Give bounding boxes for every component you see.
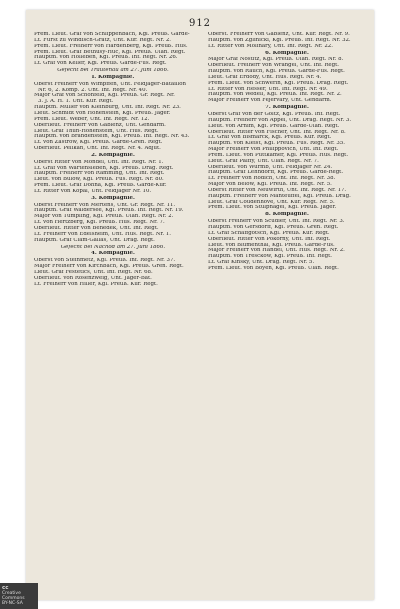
list-item: Hauptm. von Holleben, Kgl. Preuß. Inf. Regt. Nr. 26. (34, 55, 178, 61)
list-item: Oberst Ritter von Mondel, Unt. Inf. Regt. Nr. 1. (34, 159, 164, 165)
list-item: Prem. Lieut. Freiherr von Hardenberg, Kgl. Preuß. Hus. (34, 43, 188, 49)
list-item: Hauptm. Freiherr von Appel, Unt. Drag. Regt. Nr. 3. (208, 117, 352, 123)
list-item: Hauptm. von Kleist, Kgl. Preuß. Füs. Regt. Nr. 35. (208, 141, 345, 147)
list-item: Oberlieut. Freiherr von Gablenz, Unt. Gendarm. (34, 122, 166, 128)
list-item: Major Graf von Schönfeld, Kgl. Preuß. Gr. Regt. Nr. (34, 93, 175, 99)
list-item: Lt. Graf Schaffgotsch, Kgl. Preuß. Kür. Regt. (208, 230, 330, 236)
list-item: Major von Below, Kgl. Preuß. Inf. Regt. Nr. 5. (208, 182, 332, 188)
list-item: Prem. Lieut. von Stülpnagel, Kgl. Preuß. Jäger. (208, 205, 337, 211)
list-item: Hauptm. von Brandenstein, Kgl. Preuß. Inf. Regt. Nr. 43. (34, 134, 190, 140)
cc-icon: cc (2, 585, 9, 591)
list-item: Hauptm. Graf Clam-Gallas, Unt. Drag. Regt. (34, 237, 155, 243)
list-item: Hauptm. von Gersdorff, Kgl. Preuß. Gren. Regt. (208, 225, 339, 230)
list-item: Hauptm. von Tresckow, Kgl. Preuß. Inf. Regt. (208, 254, 333, 260)
badge-label: BY-NC-SA (2, 601, 23, 606)
battle-heading: Gefecht bei Nachod am 27. Juni 1866. (60, 244, 166, 250)
list-item: Oberlieut. Pelikan, Unt. Inf. Regt. Nr. 4. Adjut. (34, 146, 161, 152)
list-item: Lieut. von Arnim, Kgl. Preuß. Garde-Ulan. Regt. (208, 123, 340, 129)
list-item: Lieut. Graf Festetics, Unt. Inf. Regt. Nr. 68. (34, 269, 153, 275)
section-heading: 2. Kompagnie. (91, 152, 135, 158)
list-item: Hauptm. von Wedell, Kgl. Preuß. Inf. Regt. Nr. 2. (208, 92, 342, 98)
list-item: Major Freiherr von Philippovich, Unt. Inf. Regt. (208, 147, 339, 153)
list-item: Oberst. Freiherr von Gablenz, Unt. Kür. Regt. Nr. 9. (208, 32, 350, 37)
badge-label: Commons (2, 596, 25, 601)
list-item: Hauptm. Freiherr von Ramming, Unt. Inf. Regt. (34, 171, 165, 177)
list-item: Major Freiherr von Kirchbach, Kgl. Preuß. Gren. Regt. (34, 264, 184, 270)
list-item: Lieut. Graf Pálffy, Unt. Ulan. Regt. Nr. 7. (208, 158, 319, 164)
section-heading: 8. Kompagnie. (265, 212, 309, 218)
list-item: Hauptm. von Zglinicki, Kgl. Preuß. Inf. Regt. Nr. 32. (208, 37, 351, 43)
list-item: Oberst von Steinmetz, Kgl. Preuß. Inf. Regt. Nr. 37. (34, 258, 176, 264)
list-item: Lieut. von Blumenthal, Kgl. Preuß. Garde-Füs. (208, 242, 335, 248)
list-item: Lieut. Graf Coudenhove, Unt. Kür. Regt. Nr. 5. (208, 199, 335, 205)
section-heading: 6. Kompagnie. (265, 50, 309, 56)
list-item: Prem. Lieut. Graf Bethusy-Huc, Kgl. Preuß. Ulan. Regt. (34, 49, 186, 55)
list-item: Lt. Ritter von Kopal, Unt. Feldjäger Nr. 10. (34, 188, 152, 194)
list-item: Lieut. von Bülow, Kgl. Preuß. Füs. Regt. Nr. 80. (34, 177, 164, 183)
list-item: Lt. von Hertzberg, Kgl. Preuß. Hus. Regt. Nr. 7. (34, 220, 165, 226)
list-item: Lt. Freiherr von Rodich, Unt. Inf. Regt. Nr. 38. (208, 176, 336, 182)
page-number: 912 (188, 18, 212, 29)
list-item: Prem. Lieut. Graf Dohna, Kgl. Preuß. Garde-Kür. (34, 183, 167, 189)
list-item: Hauptm. Graf Waldersee, Kgl. Preuß. Inf. Regt. Nr. 19. (34, 208, 184, 214)
list-item: Lt. Graf von Wartensleben, Kgl. Preuß. Drag. Regt. (34, 165, 174, 171)
list-item: Major Graf Nostitz, Kgl. Preuß. Ulan. Regt. Nr. 8. (208, 57, 344, 63)
list-item: Oberlieut. von Wurmb, Unt. Feldjäger Nr. 24. (208, 164, 333, 170)
list-item: Prem. Lieut. von Schwerin, Kgl. Preuß. Drag. Regt. (208, 80, 349, 86)
list-item: Oberlieut. Ritter von Benedek, Unt. Inf. Regt. (34, 226, 159, 231)
list-item: Prem. Lieut. von Puttkamer, Kgl. Preuß. Hus. Regt. (208, 152, 349, 158)
list-item: Hauptm. Graf Lehndorff, Kgl. Preuß. Garde-Regt. (208, 170, 344, 176)
list-item: Nr. 6, 2. Komp. 2. Unt. Inf. Regt. Nr. 40. (38, 87, 148, 93)
section-heading: I. Kompagnie. (91, 74, 135, 80)
list-item: Lt. Freiherr von Hiller, Kgl. Preuß. Kür. Regt. (34, 281, 158, 287)
section-heading: 4. Kompagnie. (91, 251, 135, 257)
list-item: Oberst Freiherr von Mertens, Unt. Gr. Regt. Nr. 11. (34, 202, 176, 208)
list-item: Lt. von Zastrow, Kgl. Preuß. Garde-Gren. Regt. (34, 140, 163, 146)
list-item: Oberlieut. Freiherr von Wrangel, Unt. Inf. Regt. (208, 63, 339, 69)
list-item: Prem. Lieut. Graf von Schlippenbach, Kgl. Preuß. Garde- (34, 32, 190, 37)
list-item: Lt. Ritter von Molinary, Unt. Inf. Regt. Nr. 22. (208, 43, 333, 49)
section-heading: 3. Kompagnie. (91, 195, 135, 201)
list-item: Oberst Ritter von Neuwirth, Unt. Inf. Regt. Nr. 17. (208, 187, 347, 193)
list-item: Lieut. Schmidt von Hohenstein, Kgl. Preuß. Jäger. (34, 110, 171, 116)
badge-label: Creative (2, 591, 21, 596)
list-item: 3. J. A. H. 1. Unt. Kür. Regt. (38, 99, 114, 105)
license-badge[interactable] (0, 583, 38, 609)
left-column (34, 32, 192, 287)
list-item: Lieut. Graf Erdödy, Unt. Hus. Regt. Nr. 4. (208, 74, 322, 80)
battle-heading: Gefecht bei Trautenau am 27. Juni 1866. (57, 68, 169, 74)
list-item: Oberlieut. Ritter von Fischer, Unt. Inf. Regt. Nr. 8. (208, 129, 346, 135)
list-item: Lt. Graf von Keller, Kgl. Preuß. Garde-Füs. Regt. (34, 61, 167, 67)
list-item: Hauptm. Müller von Kleinburg, Unt. Inf. Regt. Nr. 23. (34, 105, 181, 111)
list-item: Oberlieut. Ritter von Pokorny, Unt. Inf. Regt. (208, 236, 331, 242)
list-item: Major Freiherr von Handel, Unt. Hus. Regt. Nr. 2. (208, 248, 345, 254)
section-heading: 7. Kompagnie. (265, 105, 309, 111)
list-item: Major Freiherr von Fejérváry, Unt. Gendarm. (208, 98, 332, 104)
list-item: Lieut. Graf Thun-Hohenstein, Unt. Hus. Regt. (34, 128, 159, 134)
list-item: Lt. Graf Kinsky, Unt. Drag. Regt. Nr. 5. (208, 260, 315, 266)
list-item: Oberst Freiherr von Wimpffen, Unt. Feldjäger-Bataillon (34, 81, 186, 87)
list-item: Oberlieut. von Rosenzweig, Unt. Jäger-Bat. (34, 275, 152, 281)
list-item: Prem. Lieut. Weber, Unt. Inf. Regt. Nr. 12. (34, 116, 150, 122)
list-item: Lt. Fürst zu Windisch-Grätz, Unt. Kür. Regt. Nr. 2. (34, 37, 172, 43)
list-item: Lt. Ritter von Hesser, Unt. Inf. Regt. Nr. 49. (208, 86, 328, 92)
document-page (26, 10, 374, 600)
right-column (208, 32, 366, 272)
list-item: Lt. Freiherr von Edelsheim, Unt. Hus. Regt. Nr. 1. (34, 231, 171, 237)
list-item: Oberst Freiherr von Scudier, Unt. Inf. Regt. Nr. 3. (208, 219, 345, 225)
list-item: Hauptm. von Rauch, Kgl. Preuß. Garde-Füs. Regt. (208, 69, 345, 75)
list-item: Hauptm. Freiherr von Manteuffel, Kgl. Preuß. Drag. (208, 193, 351, 199)
list-item: Major von Tümpling, Kgl. Preuß. Ulan. Regt. Nr. 2. (34, 214, 174, 220)
list-item: Oberst Graf von der Goltz, Kgl. Preuß. Inf. Regt. (208, 111, 341, 117)
list-item: Prem. Lieut. von Boyen, Kgl. Preuß. Ulan. Regt. (208, 265, 339, 271)
list-item: Lt. Graf von Bismarck, Kgl. Preuß. Kür. Regt. (208, 135, 332, 141)
